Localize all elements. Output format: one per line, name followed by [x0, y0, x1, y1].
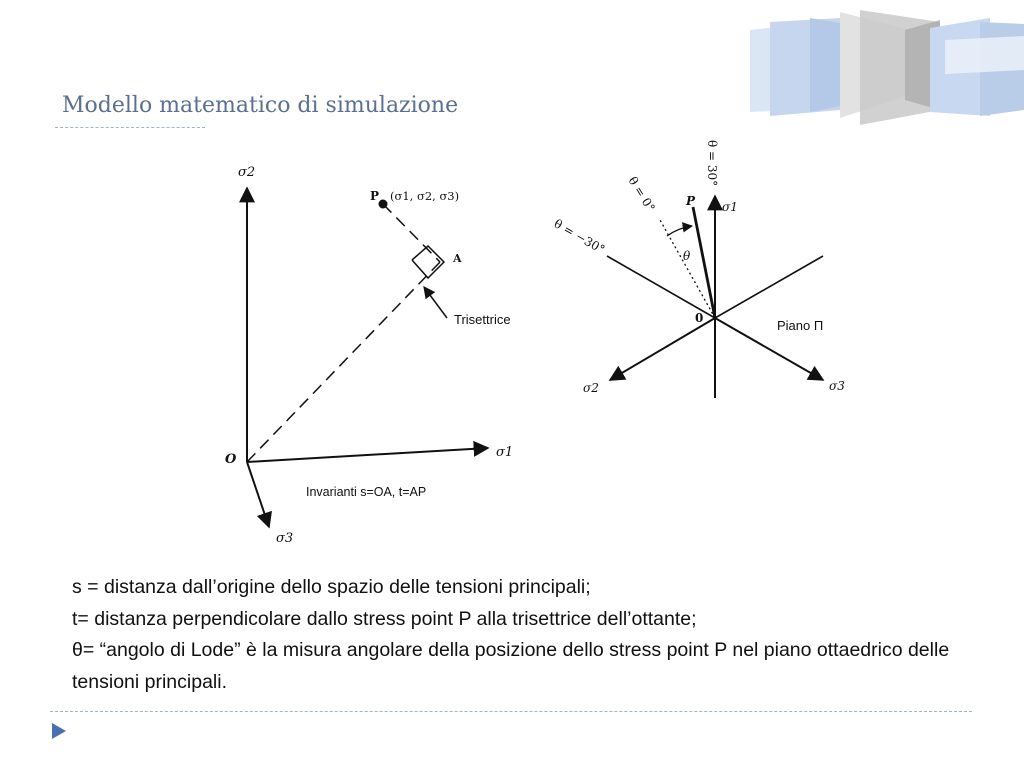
sigma1-axis-line: [247, 448, 488, 462]
point-coords-label: (σ1, σ2, σ3): [390, 189, 460, 203]
title-divider: [55, 127, 205, 128]
plane-pi-label: Piano Π: [777, 318, 824, 333]
trisector-label: Trisettrice: [454, 312, 511, 327]
footer-divider: [50, 711, 972, 712]
stress-diagrams: [0, 130, 1024, 570]
theta-angle-arc: [667, 226, 692, 236]
theta-minus30-label: θ = −30°: [551, 216, 608, 257]
theta-30-label: θ = 30°: [705, 140, 719, 187]
right-origin-label: 0: [695, 311, 704, 325]
left-diagonal-line: [607, 256, 715, 318]
play-arrow-icon[interactable]: [50, 721, 68, 741]
left-sigma1-label: σ1: [496, 445, 514, 460]
right-sigma3-label: σ3: [829, 379, 845, 393]
right-diagram: [552, 140, 846, 398]
right-sigma1-label: σ1: [722, 200, 738, 214]
right-diagonal-line: [715, 256, 823, 318]
left-diagram: [225, 165, 513, 546]
slide-title: Modello matematico di simulazione: [62, 93, 459, 118]
point-p-marker: [379, 200, 388, 209]
sigma3-axis-line: [247, 462, 269, 527]
left-sigma2-label: σ2: [238, 165, 256, 180]
theta-symbol-label: θ: [683, 249, 691, 263]
invariants-label: Invarianti s=OA, t=AP: [306, 485, 427, 499]
definition-s: s = distanza dall’origine dello spazio delle tensioni principali;: [72, 576, 591, 598]
sigma2-axis-line: [610, 318, 715, 380]
theta-0-label: θ = 0°: [625, 174, 658, 215]
definition-t: t= distanza perpendicolare dallo stress point P alla trisettrice dell’ottante;: [72, 607, 697, 630]
perpendicular-ap-line: [383, 204, 440, 262]
definition-theta: θ= “angolo di Lode” è la misura angolare della posizione dello stress point P nel piano ottaedrico delle tensioni principali.: [72, 639, 950, 693]
stress-point-line: [693, 207, 715, 318]
explanation-text: [72, 572, 982, 698]
foot-a-label: A: [453, 252, 462, 265]
header-decoration: [740, 0, 1024, 130]
left-sigma3-label: σ3: [276, 531, 294, 546]
trisector-oa-line: [247, 262, 440, 462]
origin-o-label: O: [225, 452, 237, 467]
trisector-pointer-arrow: [424, 287, 447, 318]
right-point-p-label: P: [686, 194, 696, 208]
point-p-label: P: [370, 189, 380, 203]
right-sigma2-label: σ2: [583, 381, 599, 395]
